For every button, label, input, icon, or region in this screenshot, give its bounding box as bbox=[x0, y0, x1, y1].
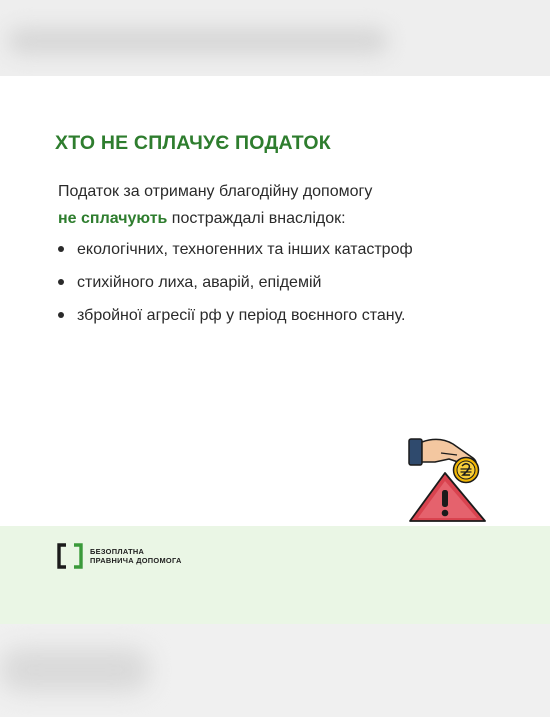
blurred-text-smudge bbox=[8, 28, 388, 54]
blurred-top-area bbox=[0, 0, 550, 76]
logo-text bbox=[90, 547, 182, 565]
intro-highlight: не сплачують bbox=[58, 210, 168, 227]
blurred-bottom-area bbox=[0, 624, 550, 717]
logo-line-2: ПРАВНИЧА ДОПОМОГА bbox=[90, 556, 182, 565]
footer-band bbox=[0, 526, 550, 624]
list-item-text: збройної агресії рф у період воєнного стану. bbox=[77, 307, 406, 324]
list-item bbox=[58, 302, 413, 335]
intro-line-1: Податок за отриману благодійну допомогу bbox=[58, 183, 373, 200]
list-item bbox=[58, 269, 413, 302]
blurred-smudge bbox=[0, 648, 150, 692]
list-item-text: екологічних, техногенних та інших катастроф bbox=[77, 241, 413, 258]
page-title: ХТО НЕ СПЛАЧУЄ ПОДАТОК bbox=[55, 132, 331, 154]
intro-line-2: постраждалі внаслідок: bbox=[167, 210, 346, 227]
hryvnia-coin-icon bbox=[454, 458, 479, 483]
tax-warning-illustration bbox=[405, 432, 495, 524]
bullet-dot bbox=[58, 246, 64, 252]
bullet-dot bbox=[58, 312, 64, 318]
intro-text bbox=[58, 178, 372, 232]
bullet-dot bbox=[58, 279, 64, 285]
logo-line-1: БЕЗОПЛАТНА bbox=[90, 547, 145, 556]
list-item-text: стихійного лиха, аварій, епідемій bbox=[77, 274, 322, 291]
list-item bbox=[58, 236, 413, 269]
bullet-list bbox=[58, 236, 413, 335]
logo-bracket-icon bbox=[57, 543, 83, 569]
